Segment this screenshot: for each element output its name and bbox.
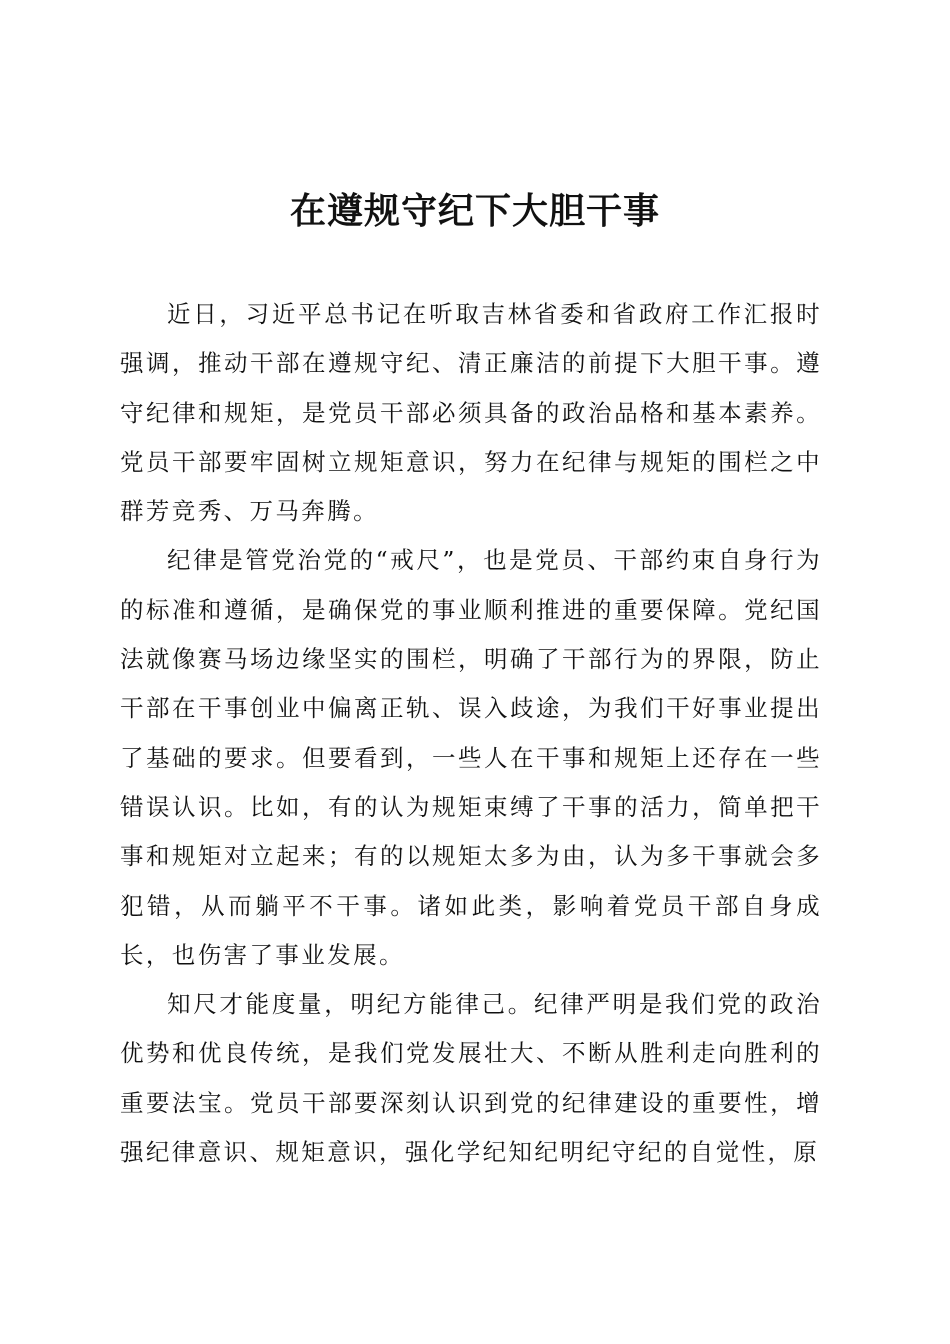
paragraph: 纪律是管党治党的“戒尺”，也是党员、干部约束自身行为的标准和遵循，是确保党的事业顺利推进的重要保障。党纪国法就像赛马场边缘坚实的围栏，明确了干部行为的界限，防止干部在干事创业中偏离正轨、误入歧途，为我们干好事业提出了基础的要求。但要看到，一些人在干事和规矩上还存在一些错误认识。比如，有的认为规矩束缚了干事的活力，简单把干事和规矩对立起来；有的以规矩太多为由，认为多干事就会多犯错，从而躺平不干事。诸如此类，影响着党员干部自身成长，也伤害了事业发展。 xyxy=(120,546,822,969)
document-title: 在遵规守纪下大胆干事 xyxy=(289,190,660,232)
paragraph: 知尺才能度量，明纪方能律己。纪律严明是我们党的政治优势和优良传统，是我们党发展壮大、不断从胜利走向胜利的重要法宝。党员干部要深刻认识到党的纪律建设的重要性，增强纪律意识、规矩意识，强化学纪知纪明纪守纪的自觉性，原 xyxy=(120,990,822,1167)
document-body xyxy=(120,290,822,1177)
paragraph: 近日，习近平总书记在听取吉林省委和省政府工作汇报时强调，推动干部在遵规守纪、清正廉洁的前提下大胆干事。遵守纪律和规矩，是党员干部必须具备的政治品格和基本素养。党员干部要牢固树立规矩意识，努力在纪律与规矩的围栏之中群芳竞秀、万马奔腾。 xyxy=(120,300,822,526)
